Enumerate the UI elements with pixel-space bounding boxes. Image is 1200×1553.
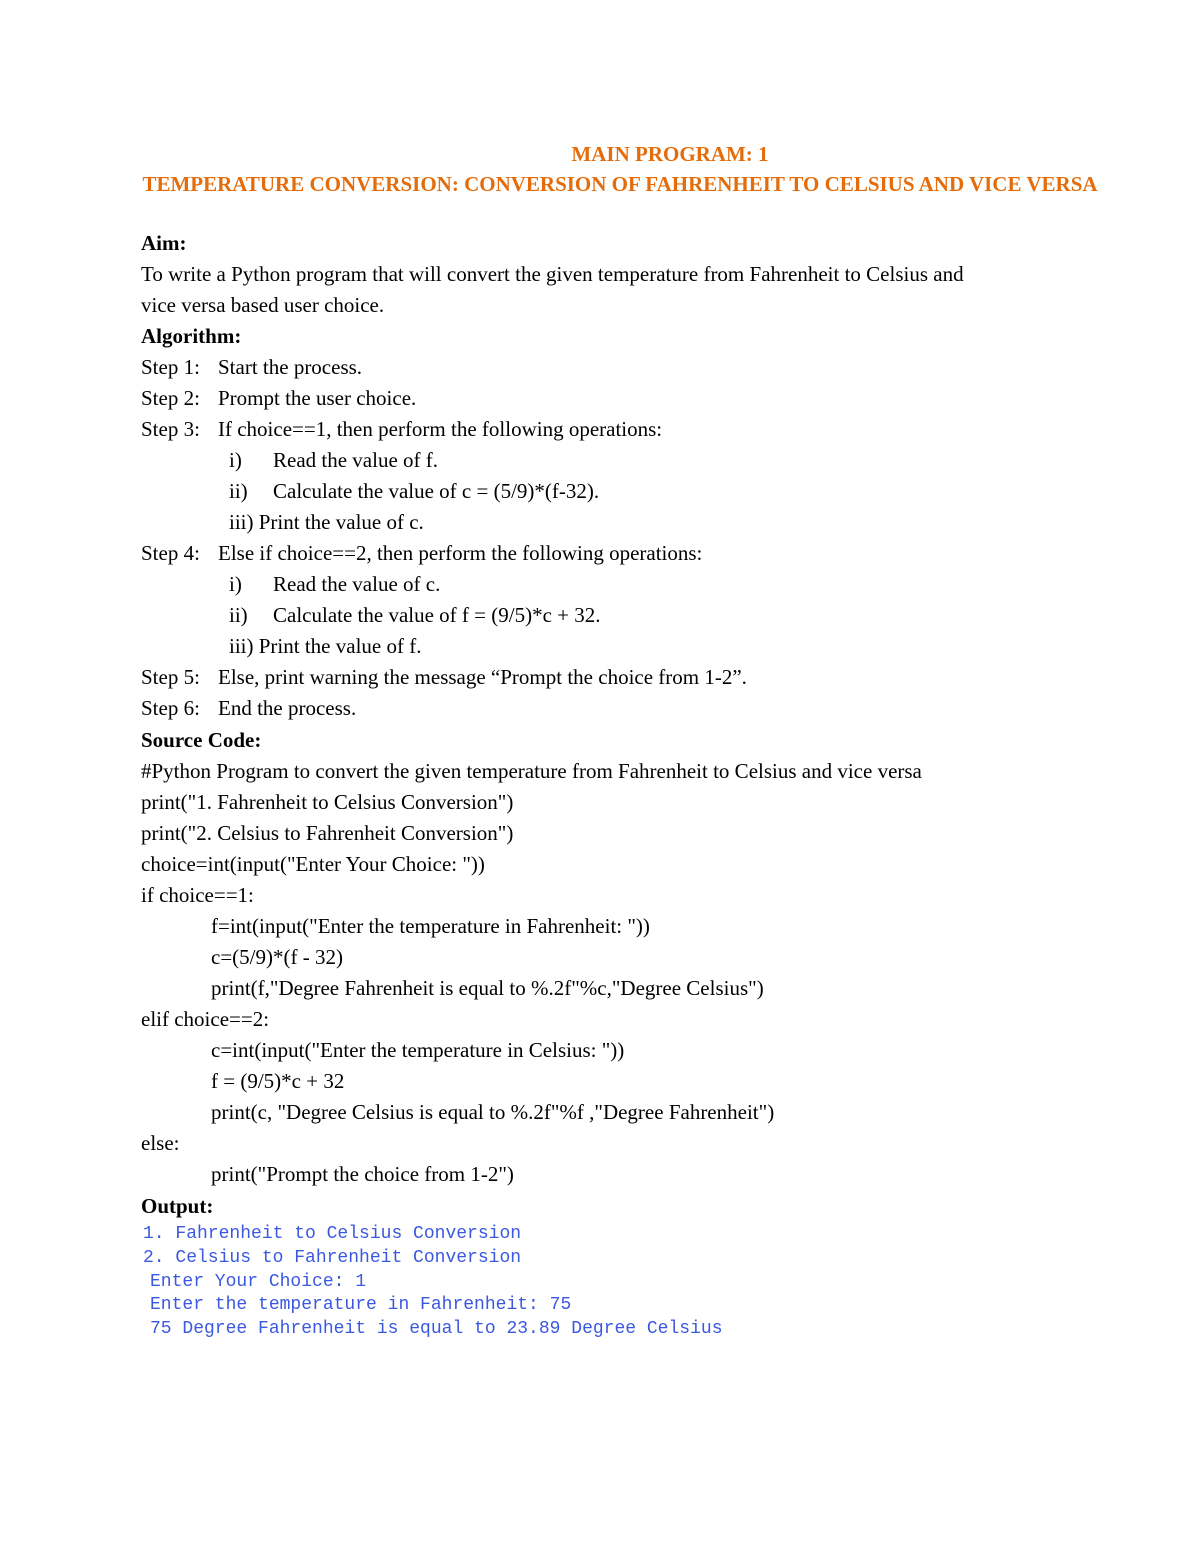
code-line: print(f,"Degree Fahrenheit is equal to %.2f"%c,"Degree Celsius") <box>211 976 764 1000</box>
code-line: print("2. Celsius to Fahrenheit Conversion") <box>141 821 514 845</box>
sub-step <box>229 602 601 628</box>
output-line: 2. Celsius to Fahrenheit Conversion <box>143 1248 522 1268</box>
algorithm-step <box>141 540 702 566</box>
output-heading: Output: <box>141 1194 214 1218</box>
output-line: Enter the temperature in Fahrenheit: 75 <box>150 1295 572 1315</box>
program-number: MAIN PROGRAM: 1 <box>571 142 769 166</box>
algorithm-step <box>141 416 662 442</box>
sub-step-text: Calculate the value of c = (5/9)*(f-32). <box>273 479 600 503</box>
aim-heading: Aim: <box>141 231 187 255</box>
step-label: Step 6: <box>141 696 200 720</box>
aim-text-line: vice versa based user choice. <box>141 293 385 317</box>
code-line: print("Prompt the choice from 1-2") <box>211 1162 514 1186</box>
code-line: print("1. Fahrenheit to Celsius Conversion") <box>141 790 514 814</box>
sub-step <box>229 478 599 504</box>
code-line: if choice==1: <box>141 883 254 907</box>
step-text: Prompt the user choice. <box>218 386 417 410</box>
code-line: choice=int(input("Enter Your Choice: ")) <box>141 852 485 876</box>
code-line: elif choice==2: <box>141 1007 270 1031</box>
code-line: c=int(input("Enter the temperature in Celsius: ")) <box>211 1038 625 1062</box>
step-text: Start the process. <box>218 355 363 379</box>
code-line: c=(5/9)*(f - 32) <box>211 945 343 969</box>
step-label: Step 2: <box>141 386 200 410</box>
step-text: If choice==1, then perform the following operations: <box>218 417 663 441</box>
sub-step-number: ii) <box>229 603 248 627</box>
program-title: TEMPERATURE CONVERSION: CONVERSION OF FAHRENHEIT TO CELSIUS AND VICE VERSA <box>142 172 1098 196</box>
algorithm-step <box>141 664 747 690</box>
step-label: Step 5: <box>141 665 200 689</box>
step-label: Step 4: <box>141 541 200 565</box>
step-label: Step 1: <box>141 355 200 379</box>
sub-step-text: Print the value of f. <box>258 634 422 658</box>
step-text: End the process. <box>218 696 357 720</box>
step-label: Step 3: <box>141 417 200 441</box>
algorithm-heading: Algorithm: <box>141 324 242 348</box>
sub-step-text: Read the value of c. <box>273 572 441 596</box>
sub-step-number: i) <box>229 448 242 472</box>
algorithm-step <box>141 354 362 380</box>
code-line: f=int(input("Enter the temperature in Fahrenheit: ")) <box>211 914 650 938</box>
code-line: else: <box>141 1131 180 1155</box>
sub-step-text: Print the value of c. <box>258 510 424 534</box>
sub-step-text: Read the value of f. <box>273 448 439 472</box>
sub-step-text: Calculate the value of f = (9/5)*c + 32. <box>273 603 601 627</box>
sub-step <box>229 509 424 535</box>
algorithm-step <box>141 695 356 721</box>
sub-step <box>229 571 440 597</box>
sub-step-number: i) <box>229 572 242 596</box>
sub-step-number: iii) <box>229 634 254 658</box>
source-code-heading: Source Code: <box>141 728 262 752</box>
sub-step <box>229 447 438 473</box>
aim-text-line: To write a Python program that will convert the given temperature from Fahrenheit to Celsius and <box>141 262 964 286</box>
code-line: f = (9/5)*c + 32 <box>211 1069 345 1093</box>
code-line: #Python Program to convert the given temperature from Fahrenheit to Celsius and vice versa <box>141 759 922 783</box>
sub-step <box>229 633 421 659</box>
step-text: Else, print warning the message “Prompt the choice from 1-2”. <box>218 665 747 689</box>
output-line: 75 Degree Fahrenheit is equal to 23.89 Degree Celsius <box>150 1319 723 1339</box>
sub-step-number: iii) <box>229 510 254 534</box>
code-line: print(c, "Degree Celsius is equal to %.2f"%f ,"Degree Fahrenheit") <box>211 1100 775 1124</box>
algorithm-step <box>141 385 416 411</box>
output-line: Enter Your Choice: 1 <box>150 1272 367 1292</box>
sub-step-number: ii) <box>229 479 248 503</box>
output-line: 1. Fahrenheit to Celsius Conversion <box>143 1224 522 1244</box>
step-text: Else if choice==2, then perform the following operations: <box>218 541 703 565</box>
